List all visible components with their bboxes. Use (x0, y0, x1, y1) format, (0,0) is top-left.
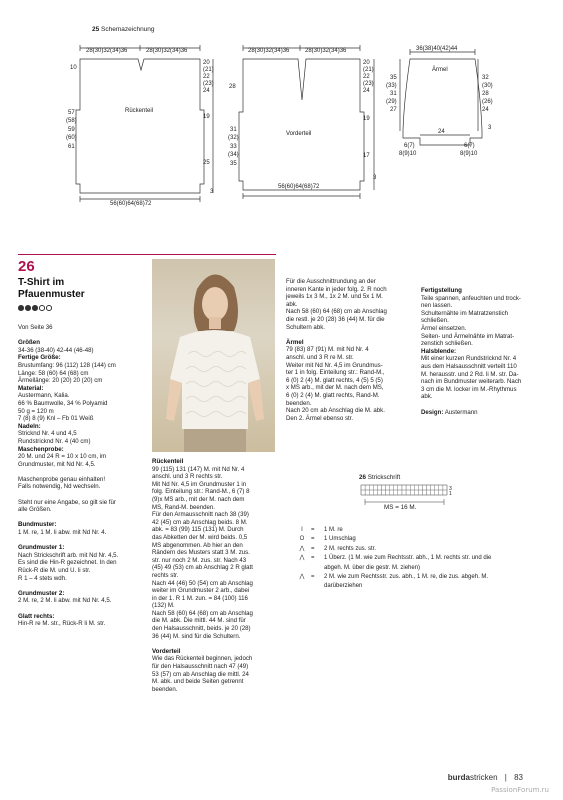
legend-text: 1 Überz. (1 M. wie zum Rechtsstr. abh., 1 M. rechts str. und die (324, 555, 492, 562)
vorderteil-line: M. abk. und beide Seiten getrennt (152, 678, 244, 686)
chart-label: Strickschrift (367, 474, 401, 481)
legend-text: 1 M. re (324, 527, 343, 533)
front-left-35: 35 (230, 161, 237, 167)
legend-symbol-icon: ⋀ (299, 574, 305, 580)
rueckenteil-line: den Halsausschnitt, beids. je 20 (28) (152, 625, 251, 633)
back-left-58: (58) (66, 118, 77, 124)
back-left-60: (60) (66, 135, 77, 141)
halsblende-line: abk. (421, 393, 433, 401)
legend-symbol-icon: ⋀ (299, 545, 305, 552)
sleeve-left-27: 27 (390, 107, 397, 113)
grundmuster2-text: 2 M. re, 2 M. li abw. mit Nd Nr. 4,5. (18, 597, 112, 605)
front-left-34: (34) (228, 152, 239, 158)
difficulty-dot-filled (25, 305, 31, 311)
sleeve-right-28: 28 (482, 91, 489, 97)
sleeve-center-label: Ärmel (432, 67, 448, 73)
sleeve-right-32: 32 (482, 75, 489, 81)
rueckenteil-line: 36 (44) M. sind für die Schultern. (152, 632, 241, 640)
rueckenteil-line: str. nur noch 2 M. zus. str. Nach 43 (152, 556, 247, 564)
ausschnitt-line: die restl. je 20 (28) 36 (44) M. für die (286, 315, 385, 323)
back-left-61: 61 (68, 144, 75, 150)
aermel-heading: Ärmel (286, 338, 304, 346)
legend-text: 1 Umschlag (324, 536, 356, 543)
back-center-label: Rückenteil (125, 108, 154, 114)
glatt-heading: Glatt rechts: (18, 612, 55, 620)
front-right-23: (23) (363, 81, 374, 87)
material-line: Austermann, Kalia. (18, 392, 70, 400)
back-left-57: 57 (68, 110, 75, 116)
chart-row-3: 3 (449, 486, 452, 492)
sleeve-left-35: 35 (390, 75, 397, 81)
sleeve-left-33: (33) (386, 83, 397, 89)
legend-text: 2 M. wie zum Rechtsstr. zus. abh., 1 M. re, die zus. abgeh. M. (324, 574, 489, 580)
fertigstellung-heading: Fertigstellung (421, 287, 462, 294)
fertigstellung-line: nen lassen. (421, 302, 453, 310)
sleeve-top: 36(38)40(42)44 (416, 46, 458, 52)
aermel-line: Den 2. Ärmel ebenso str. (286, 414, 354, 422)
bundmuster-heading: Bundmuster: (18, 521, 57, 529)
hinweis-line: Maschenprobe genau einhalten! (18, 475, 106, 483)
legend-equals: = (311, 574, 315, 580)
sleeve-left-89: 8(9)10 (399, 151, 417, 157)
front-top-right: 28(30)32(34)36 (305, 48, 347, 54)
aermel-line: Weiter mit Nd Nr. 4,5 im Grundmus- (286, 361, 383, 369)
model-illustration (152, 259, 275, 452)
front-center-label: Vorderteil (286, 131, 312, 137)
rueckenteil-line: (9)x MS arb., mit der M. nach dem (152, 495, 245, 503)
back-left-59: 59 (68, 127, 75, 133)
rueckenteil-line: 99 (115) 131 (147) M. mit Nd Nr. 4 (152, 465, 245, 473)
difficulty-dot-filled (32, 305, 38, 311)
fertige-line: Ärmellänge: 20 (20) 20 (20) cm (18, 377, 103, 385)
halsblende-line: aus dem Halsausschnitt verteilt 110 (421, 362, 517, 370)
legend-symbol-icon: O (299, 536, 305, 543)
legend-text: darüberziehen (324, 583, 363, 590)
sleeve-right-24: 24 (482, 107, 489, 113)
difficulty-dot-empty (39, 305, 45, 311)
schematic-number: 25 (92, 26, 100, 33)
title-line-2: Pfauenmuster (18, 288, 85, 300)
legend-text: abgeh. M. über die gestr. M. ziehen) (324, 564, 421, 571)
hinweis-line: Falls notwendig, Nd wechseln. (18, 483, 101, 491)
halsblende-line: M. herausstr. und 2 Rd. li M. str. Da- (421, 370, 519, 378)
ausschnitt-line: Für die Ausschnittrundung an der (286, 278, 376, 285)
title-line-1: T-Shirt im (18, 277, 65, 288)
rueckenteil-line: Nach 44 (46) 50 (54) cm ab Anschlag (152, 579, 253, 587)
back-right-20: 20 (203, 60, 210, 66)
aermel-line: ter 1 in folg. Einteilung str.: Rand-M., (286, 369, 385, 377)
brand-bold: burda (447, 773, 470, 782)
rueckenteil-line: Mit Nd Nr. 4,5 im Grundmuster 1 in (152, 480, 247, 488)
grundmuster2-heading: Grundmuster 2: (18, 589, 65, 597)
material-line: 50 g = 120 m (18, 407, 54, 415)
sleeve-right-67: 6(7) (464, 143, 475, 149)
sleeve-left-67: 6(7) (404, 143, 415, 149)
fertigstellung-line: Teile spannen, anfeuchten und trock- (421, 294, 521, 302)
grundmuster1-line: R 1 – 4 stets wdh. (18, 574, 67, 582)
rueckenteil-line: weiter im Grundmuster 2 arb., dabei (152, 587, 250, 595)
glatt-text: Hin-R re M. str., Rück-R li M. str. (18, 620, 106, 628)
vorderteil-heading: Vorderteil (152, 647, 181, 655)
rueckenteil-line: Nach 58 (60) 64 (68) cm ab Anschlag (152, 609, 253, 617)
article-title (18, 277, 85, 300)
von-seite: Von Seite 36 (18, 324, 53, 331)
back-right-25: 25 (203, 160, 210, 166)
back-top-right: 28(30)32(34)36 (146, 48, 188, 54)
rueckenteil-line: Für den Armausschnitt nach 38 (39) (152, 511, 249, 519)
back-right-19: 19 (203, 114, 210, 120)
vorderteil-line: beenden. (152, 685, 178, 693)
schematic-label: Schemazeichnung (101, 26, 155, 33)
rueckenteil-line: folg. Einteilung str.: Rand-M., 6 (7) 8 (152, 488, 250, 496)
maschenprobe-line: Grundmuster, mit Nd Nr. 4,5. (18, 460, 96, 468)
chart-ms: MS = 16 M. (384, 504, 417, 511)
rueckenteil-line: in der 1. R 1 M. zun. = 84 (100) 116 (152, 594, 248, 602)
aermel-line: beenden. (286, 399, 312, 407)
legend-text: 2 M. rechts zus. str. (324, 545, 377, 552)
brand-rest: stricken (469, 773, 498, 782)
front-left-33: 33 (230, 144, 237, 150)
back-piece-outline (76, 59, 204, 193)
vorderteil-line: für den Halsausschnitt nach 47 (49) (152, 663, 249, 671)
front-right-19: 19 (363, 116, 370, 122)
front-right-22: 22 (363, 74, 370, 80)
ausschnitt-line: Nach 58 (60) 64 (68) cm ab Anschlag (286, 308, 387, 316)
halsblende-line: 3 cm die M. locker im M.-Rhythmus (421, 385, 517, 393)
sleeve-right-26: (26) (482, 99, 493, 105)
back-bottom: 56(60)64(68)72 (110, 201, 152, 207)
grundmuster1-heading: Grundmuster 1: (18, 544, 65, 552)
front-right-24: 24 (363, 88, 370, 94)
aermel-line: 79 (83) 87 (91) M. mit Nd Nr. 4 (286, 346, 369, 354)
maschenprobe-line: 20 M. und 24 R = 10 x 10 cm, im (18, 453, 107, 461)
aermel-line: 6 (0) 2 (4) M. glatt rechts, Rand-M. (286, 391, 380, 399)
back-right-24: 24 (203, 88, 210, 94)
back-right-22: 22 (203, 74, 210, 80)
rueckenteil-line: abk. = 83 (99) 115 (131) M. Durch (152, 526, 244, 534)
material-line: 7 (8) 8 (9) Knl – Fb 01 Weiß (18, 415, 94, 423)
chart-number: 26 (359, 474, 367, 481)
column-3 (286, 278, 414, 422)
rueckenteil-line: anschl. und 3 R rechts str. (152, 473, 223, 481)
legend-equals: = (311, 527, 315, 533)
legend-equals: = (311, 555, 315, 562)
front-right-21: (21) (363, 67, 374, 73)
rueckenteil-line: 42 (45) cm ab Anschlag beids. 8 M. (152, 518, 248, 526)
front-piece-outline (239, 59, 364, 190)
legend-symbol-icon: I (301, 527, 303, 533)
column-1 (18, 324, 146, 628)
difficulty-dot-empty (46, 305, 52, 311)
schematic-drawings (0, 0, 563, 215)
fertigstellung-line: Ärmel einsetzen. (421, 324, 467, 332)
material-heading: Material: (18, 384, 44, 392)
fertigstellung-line: zenstich schließen. (421, 340, 473, 348)
fertigstellung-line: schließen. (421, 317, 449, 325)
aermel-line: anschl. und 3 R re M. str. (286, 353, 354, 361)
sleeve-bottom-24: 24 (438, 129, 445, 135)
aermel-line: 6 (0) 2 (4) M. glatt rechts, 4 (5) 5 (5) (286, 376, 383, 384)
grundmuster1-line: Nach Strickschrift arb. mit Nd Nr. 4,5. (18, 551, 119, 559)
footer-separator: | (504, 773, 507, 782)
back-right-23: (23) (203, 81, 214, 87)
aermel-line: Nach 20 cm ab Anschlag die M. abk. (286, 407, 385, 415)
vorderteil-line: Wie das Rückenteil beginnen, jedoch (152, 655, 253, 663)
legend-symbol-icon: ⋀ (299, 555, 305, 562)
fertige-heading: Fertige Größe: (18, 354, 61, 362)
column-2 (152, 458, 280, 693)
angabe-line: alle Größen. (18, 506, 52, 514)
sleeve-right-89: 8(9)10 (460, 151, 478, 157)
bundmuster-text: 1 M. re, 1 M. li abw. mit Nd Nr. 4. (18, 529, 107, 537)
section-rule (18, 254, 276, 255)
design-heading: Design: (421, 408, 444, 416)
legend-equals: = (311, 545, 315, 552)
legend-equals: = (311, 536, 315, 543)
ausschnitt-line: abk. (286, 300, 298, 308)
halsblende-line: Mit einer kurzen Rundstricknd Nr. 4 (421, 355, 517, 363)
maschenprobe-heading: Maschenprobe: (18, 445, 64, 453)
sleeve-left-31: 31 (390, 91, 397, 97)
ausschnitt-line: Schultern abk. (286, 323, 325, 331)
rueckenteil-line: (45) 49 (53) cm ab Anschlag 2 R glatt (152, 564, 253, 572)
chart-row-1: 1 (449, 491, 452, 497)
front-bottom: 56(60)64(68)72 (278, 184, 320, 190)
rueckenteil-heading: Rückenteil (152, 458, 184, 465)
fertige-line: Brustumfang: 96 (112) 128 (144) cm (18, 361, 116, 369)
grundmuster1-line: Rück-R die M. und U. li str. (18, 567, 91, 574)
front-top-left: 28(30)32(34)36 (248, 48, 290, 54)
page-footer (448, 773, 523, 782)
rueckenteil-line: das Abketten der M. wird beids. 0,5 (152, 533, 248, 541)
groessen-heading: Größen (18, 339, 41, 347)
column-4 (421, 287, 551, 416)
fertige-line: Länge: 58 (60) 64 (68) cm (18, 369, 89, 377)
front-left-28: 28 (229, 84, 236, 90)
page-number: 83 (514, 773, 523, 782)
nadeln-line: Rundstricknd Nr. 4 (40 cm) (18, 437, 91, 445)
model-photo (152, 259, 275, 452)
front-right-20: 20 (363, 60, 370, 66)
material-line: 66 % Baumwolle, 34 % Polyamid (18, 399, 108, 407)
sleeve-right-30: (30) (482, 83, 493, 89)
fertigstellung-line: Schulternähte im Matratzenstich (421, 309, 509, 317)
back-right-3: 3 (210, 189, 214, 195)
sleeve-left-29: (29) (386, 99, 397, 105)
ausschnitt-line: inneren Kante in jeder folg. 2. R noch (286, 285, 387, 293)
angabe-line: Steht nur eine Angabe, so gilt sie für (18, 498, 116, 506)
back-top-left: 28(30)32(34)36 (86, 48, 128, 54)
watermark: PassionForum.ru (491, 786, 549, 794)
front-right-3: 3 (373, 175, 377, 181)
nadeln-heading: Nadeln: (18, 422, 41, 430)
sleeve-right-3: 3 (488, 125, 492, 131)
grundmuster1-line: Es sind die Hin-R gezeichnet. In den (18, 559, 117, 567)
groessen-text: 34-36 (38-40) 42-44 (46-48) (18, 346, 94, 354)
ausschnitt-line: jeweils 1x 3 M., 1x 2 M. und 5x 1 M. (286, 293, 383, 301)
front-left-31: 31 (230, 127, 237, 133)
rueckenteil-line: (132) M. (152, 602, 175, 610)
nadeln-line: Stricknd Nr. 4 und 4,5 (18, 430, 77, 438)
chart-title (359, 474, 400, 481)
back-right-21: (21) (203, 67, 214, 73)
rueckenteil-line: die M. abk. Die mittl. 44 M. sind für (152, 617, 246, 625)
aermel-line: x MS arb., mit der M. nach dem MS, (286, 384, 384, 392)
rueckenteil-line: Rändern des Musters statt 3 M. zus. (152, 549, 250, 557)
design-name: Austermann (444, 408, 478, 416)
rueckenteil-line: MS abgenommen. Ab hier an den (152, 541, 243, 549)
fertigstellung-line: Seiten- und Ärmelnähte im Matrat- (421, 332, 515, 340)
article-number: 26 (18, 258, 35, 275)
design-line (421, 409, 551, 417)
vorderteil-line: 53 (57) cm ab Anschlag die mittl. 24 (152, 670, 249, 678)
halsblende-line: nach im Bundmuster weiterarb. Nach (421, 378, 522, 386)
halsblende-heading: Halsblende: (421, 347, 457, 355)
front-right-17: 17 (363, 153, 370, 159)
rueckenteil-line: MS, Rand-M. beenden. (152, 503, 216, 511)
difficulty-dot-filled (18, 305, 24, 311)
front-left-32: (32) (228, 135, 239, 141)
difficulty-rating (18, 305, 52, 311)
back-left-10: 10 (70, 65, 77, 71)
rueckenteil-line: rechts str. (152, 571, 179, 579)
